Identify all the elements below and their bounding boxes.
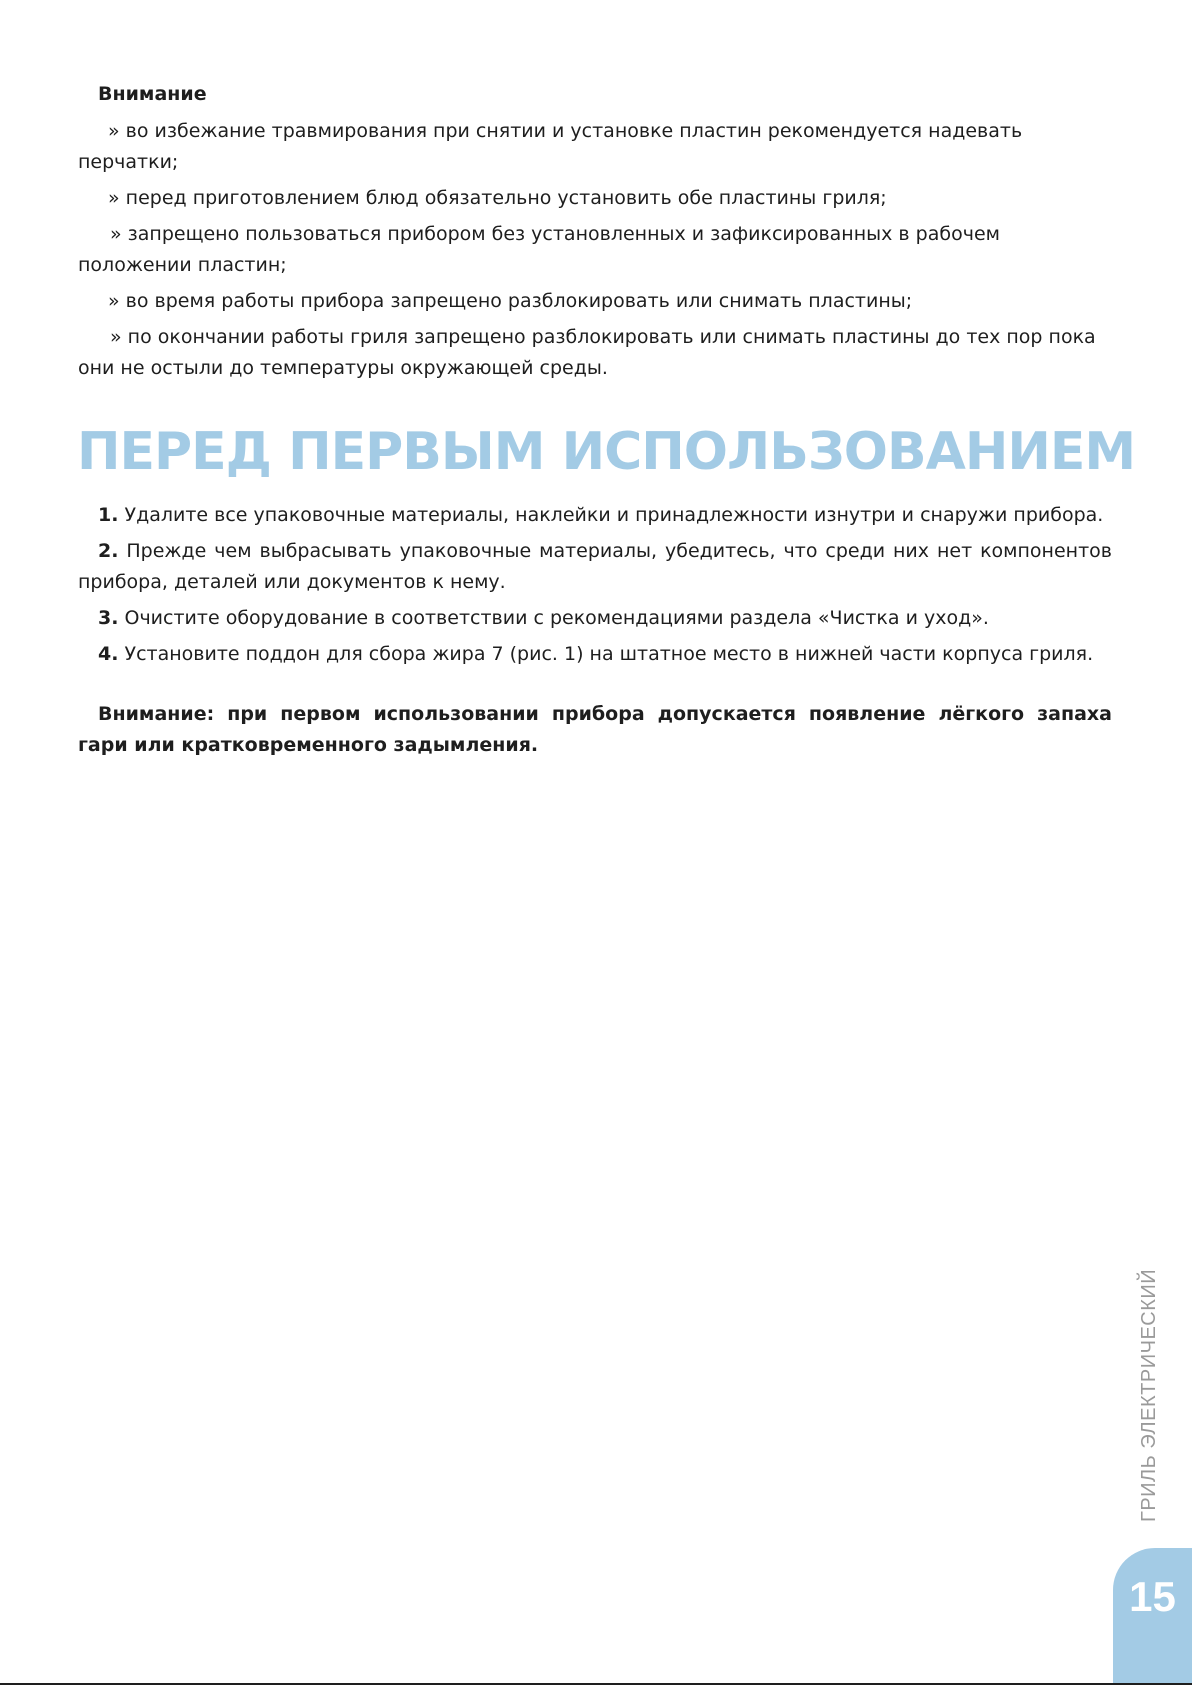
step-text: Очистите оборудование в соответствии с рекомендациями раздела «Чистка и уход». xyxy=(124,607,989,629)
step-number: 3. xyxy=(98,607,119,629)
step-item xyxy=(78,603,1112,634)
step-number: 4. xyxy=(98,643,119,665)
step-text: Установите поддон для сбора жира 7 (рис. 1) на штатное место в нижней части корпуса гриля. xyxy=(124,643,1094,665)
step-item xyxy=(78,536,1112,598)
page-number-tab xyxy=(1113,1548,1192,1685)
warning-list xyxy=(78,116,1112,389)
section-title: ПЕРЕД ПЕРВЫМ ИСПОЛЬЗОВАНИЕМ xyxy=(77,422,1136,482)
step-item xyxy=(78,500,1112,531)
steps-list xyxy=(78,500,1112,675)
warning-item: » по окончании работы гриля запрещено разблокировать или снимать пластины до тех пор пока они не остыли до температуры окружающей среды. xyxy=(78,326,1096,379)
warning-item: » во избежание травмирования при снятии и установке пластин рекомендуется надевать перчатки; xyxy=(78,120,1023,173)
warning-item: » запрещено пользоваться прибором без установленных и зафиксированных в рабочем положении пластин; xyxy=(78,223,1000,276)
warning-item: » во время работы прибора запрещено разблокировать или снимать пластины; xyxy=(108,290,913,312)
warning-item: » перед приготовлением блюд обязательно установить обе пластины гриля; xyxy=(108,187,887,209)
step-number: 2. xyxy=(98,540,119,562)
step-text: Удалите все упаковочные материалы, наклейки и принадлежности изнутри и снаружи прибора. xyxy=(124,504,1104,526)
first-use-note: Внимание: при первом использовании прибора допускается появление лёгкого запаха гари или кратковременного задымления. xyxy=(78,703,1112,756)
page-number: 15 xyxy=(1129,1573,1176,1620)
step-text: Прежде чем выбрасывать упаковочные материалы, убедитесь, что среди них нет компонентов прибора, деталей или документов к нему. xyxy=(78,540,1112,593)
step-item xyxy=(78,639,1112,670)
step-number: 1. xyxy=(98,504,119,526)
side-label: ГРИЛЬ ЭЛЕКТРИЧЕСКИЙ xyxy=(1138,1268,1160,1522)
warning-title: Внимание xyxy=(98,83,207,105)
